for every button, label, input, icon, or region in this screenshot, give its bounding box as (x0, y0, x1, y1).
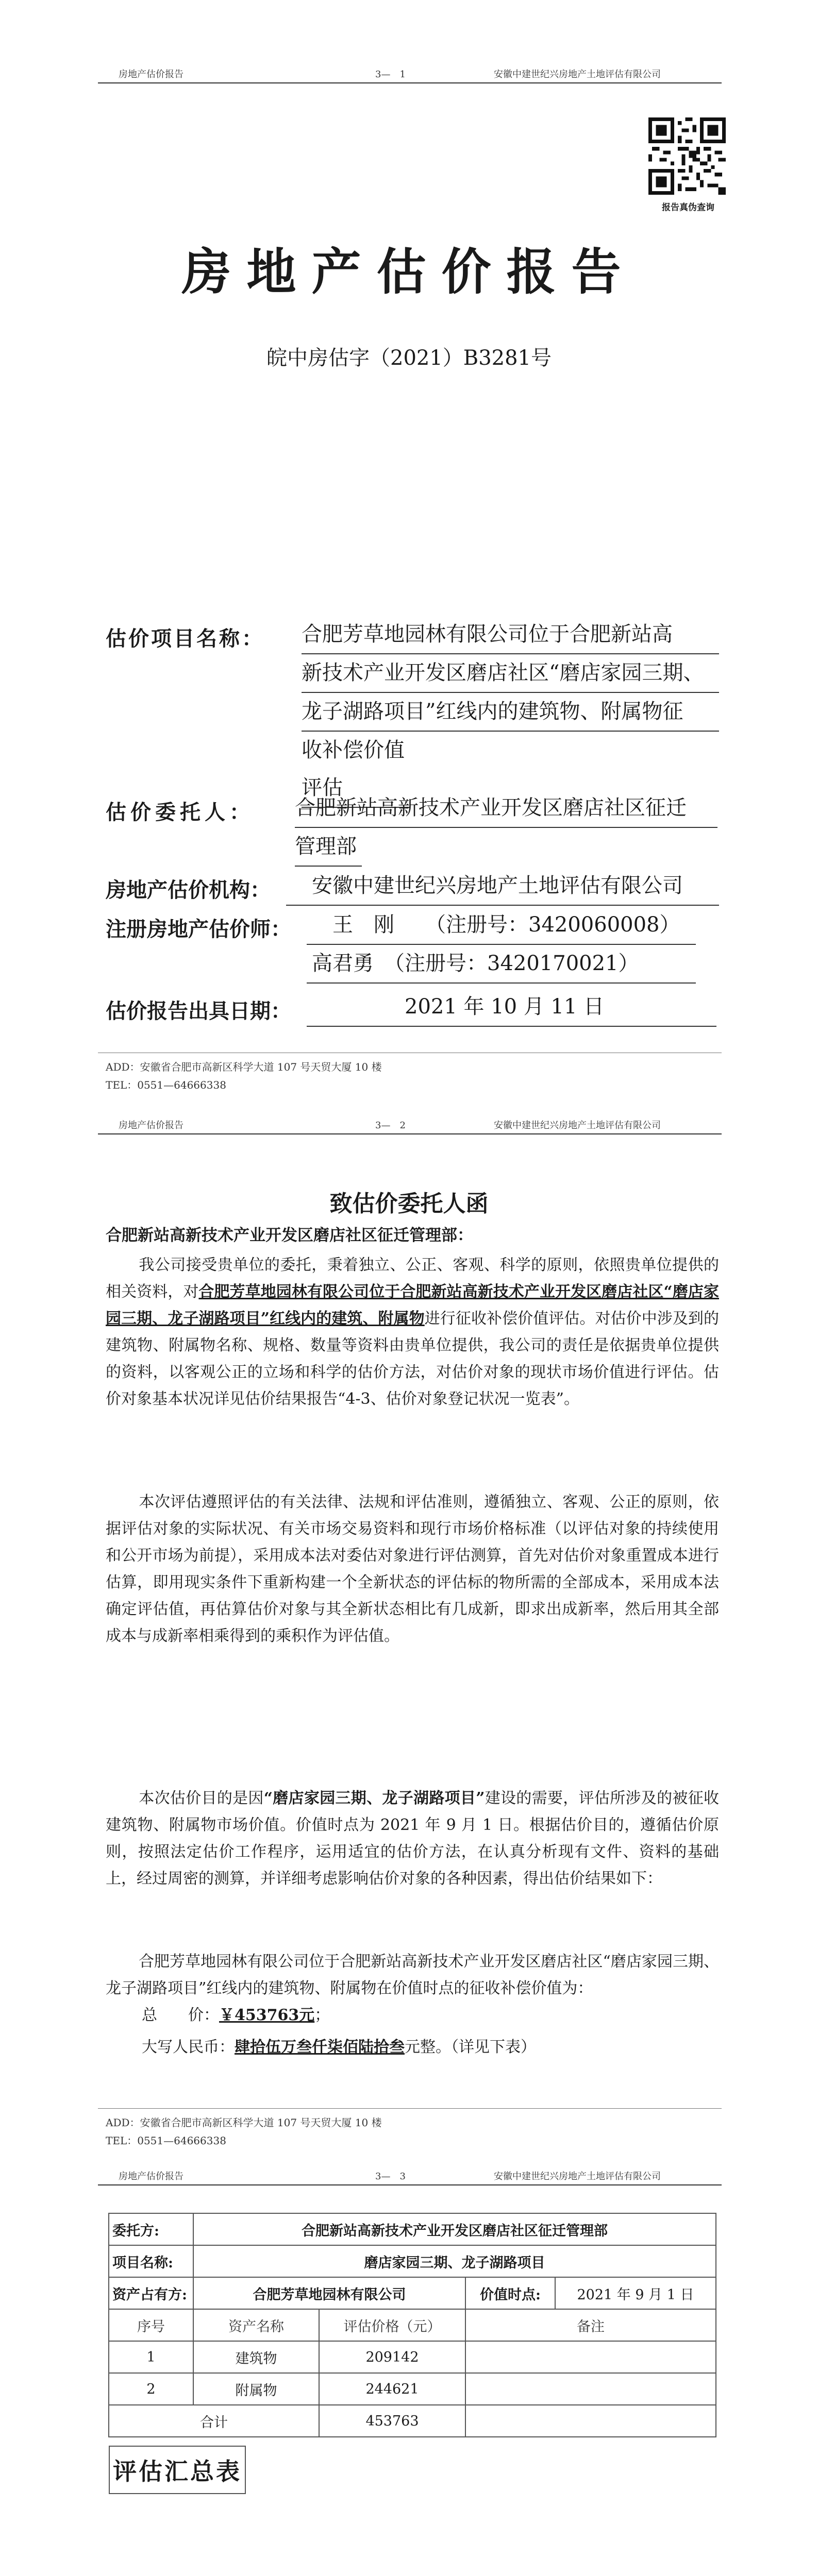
page-header-right: 安徽中建世纪兴房地产土地评估有限公司 (494, 2171, 661, 2182)
table-row (109, 2341, 716, 2373)
project-line-1: 合肥芳草地园林有限公司位于合肥新站高 (302, 616, 719, 654)
value-date: 2021 年 9 月 1 日 (555, 2277, 716, 2309)
p1-text-a: 我公司接受贵单位的委托，秉着独立、公正、客观、科学的原则，依照贵单位提供的相关资料，对 (106, 1256, 719, 1301)
row-no: 2 (109, 2373, 193, 2405)
footer-rule-2 (98, 2108, 722, 2109)
total-price-line (106, 2002, 719, 2029)
qr-code-icon[interactable] (648, 117, 726, 195)
total-label: 合计 (109, 2405, 319, 2437)
letter-paragraph-2 (106, 1489, 719, 1650)
caps-label: 大写人民币： (142, 2038, 235, 2056)
table-row (109, 2373, 716, 2405)
total-suffix: ； (314, 2006, 330, 2024)
p3-text-c: 建设的需要，评估所涉及的被征收建筑物、附属物市场价值。价值时点为 2021 年 9 月 1 日。根据估价目的，遵循估价原则，按照法定估价工作程序，运用适宜的估价方法，在认真分析现有文件、资料的基础上，经过周密的测算，并详细考虑影响估价对象的各种因素，得出估价结果如下： (106, 1789, 720, 1888)
total-value: ￥453763元 (219, 2006, 315, 2024)
agency-value (286, 867, 719, 906)
page-header-left: 房地产估价报告 (119, 69, 183, 80)
project-value (302, 616, 719, 808)
p4-text: 合肥芳草地园林有限公司位于合肥新站高新技术产业开发区磨店社区“磨店家园三期、龙子湖路项目”红线内的建筑物、附属物在价值时点的征收补偿价值为： (106, 1953, 719, 1997)
column-header: 序号 (109, 2309, 193, 2341)
project-line-2: 新技术产业开发区磨店社区“磨店家园三期、 (302, 654, 719, 693)
header-rule (98, 2184, 722, 2185)
row-no: 1 (109, 2341, 193, 2373)
project-value: 磨店家园三期、龙子湖路项目 (193, 2245, 716, 2277)
appraiser-values (307, 906, 714, 984)
column-header: 备注 (465, 2309, 716, 2341)
project-label: 项目名称: (109, 2245, 193, 2277)
owner-label: 资产占有方: (109, 2277, 193, 2309)
client-value (295, 789, 717, 867)
row-note (465, 2341, 716, 2373)
p3-text-bold: “磨店家园三期、龙子湖路项目” (263, 1789, 485, 1807)
appraiser-1: 王 刚 （注册号：3420060008） (307, 906, 696, 945)
letter-paragraph-4 (106, 1948, 719, 2002)
footer-address: ADD：安徽省合肥市高新区科学大道 107 号天贸大厦 10 楼 (106, 2116, 382, 2129)
qr-caption: 报告真伪查询 (662, 202, 714, 213)
appraiser-2: 高君勇 （注册号：3420170021） (307, 945, 696, 984)
summary-title: 评估汇总表 (109, 2446, 245, 2494)
letter-salutation: 合肥新站高新技术产业开发区磨店社区征迁管理部： (106, 1226, 473, 1245)
caps-line (106, 2034, 719, 2061)
letter-paragraph-1 (106, 1252, 719, 1413)
page-number: 3— 2 (375, 1120, 406, 1131)
p2-text: 本次评估遵照评估的有关法律、法规和评估准则，遵循独立、客观、公正的原则，依据评估对象的实际状况、有关市场交易资料和现行市场价格标准（以评估对象的持续使用和公开市场为前提），采用成本法对委估对象进行评估测算，首先对估价对象重置成本进行估算，即用现实条件下重新构建一个全新状态的评估标的物所需的全部成本，采用成本法确定评估值，再估算估价对象与其全新状态相比有几成新，即求出成新率，然后用其全部成本与成新率相乘得到的乘积作为评估值。 (106, 1493, 719, 1645)
client-line-1: 合肥新站高新技术产业开发区磨店社区征迁 (295, 789, 717, 828)
letter-paragraph-3 (106, 1785, 719, 1892)
value-date-label: 价值时点: (465, 2277, 555, 2309)
project-line-4: 收补偿价值评估 (302, 732, 410, 808)
agency-name: 安徽中建世纪兴房地产土地评估有限公司 (286, 867, 719, 906)
report-title: 房地产估价报告 (181, 243, 637, 301)
page-header-right: 安徽中建世纪兴房地产土地评估有限公司 (494, 69, 661, 80)
footer-address: ADD：安徽省合肥市高新区科学大道 107 号天贸大厦 10 楼 (106, 1061, 382, 1073)
footer-tel: TEL：0551—64666338 (106, 2134, 226, 2147)
total-value: 453763 (319, 2405, 465, 2437)
page-header-right: 安徽中建世纪兴房地产土地评估有限公司 (494, 1120, 661, 1131)
p1-text-bold: 合肥芳草地园林有限公司位于合肥新站高新技术产业开发区磨店社区“磨店家园三期、龙子湖路项目”红线内的建筑、附属物 (106, 1283, 719, 1328)
row-name: 建筑物 (193, 2341, 319, 2373)
page-number: 3— 3 (375, 2171, 406, 2182)
page-number: 3— 1 (375, 69, 406, 80)
column-header: 资产名称 (193, 2309, 319, 2341)
agency-label: 房地产估价机构： (106, 878, 271, 902)
client-value: 合肥新站高新技术产业开发区磨店社区征迁管理部 (193, 2213, 716, 2245)
document-number: 皖中房估字（2021）B3281号 (266, 346, 552, 370)
row-note (465, 2373, 716, 2405)
client-line-2: 管理部 (295, 828, 362, 867)
letter-title: 致估价委托人函 (329, 1191, 489, 1217)
date-label: 估价报告出具日期： (106, 999, 291, 1023)
footer-tel: TEL：0551—64666338 (106, 1079, 226, 1091)
date-value (307, 988, 716, 1027)
appraiser-label: 注册房地产估价师： (106, 917, 291, 941)
p1-text-c: 进行征收补偿价值评估。对估价中涉及到的建筑物、附属物名称、规格、数量等资料由贵单位提供，我公司的责任是依据贵单位提供的资料，以客观公正的立场和科学的估价方法，对估价对象的现状市场价值进行评估。估价对象基本状况详见估价结果报告“4-3、估价对象登记状况一览表”。 (106, 1310, 719, 1408)
summary-table (108, 2213, 716, 2485)
owner-value: 合肥芳草地园林有限公司 (193, 2277, 465, 2309)
p3-text-a: 本次估价目的是因 (139, 1789, 264, 1807)
report-date: 2021 年 10 月 11 日 (307, 988, 716, 1027)
client-label: 估价委托人： (106, 800, 254, 824)
header-rule (98, 82, 722, 83)
caps-value: 肆拾伍万叁仟柒佰陆拾叁 (235, 2038, 405, 2056)
project-line-3: 龙子湖路项目”红线内的建筑物、附属物征 (302, 693, 719, 732)
row-name: 附属物 (193, 2373, 319, 2405)
total-note (465, 2405, 716, 2437)
project-label: 估价项目名称： (106, 626, 264, 651)
row-price: 209142 (319, 2341, 465, 2373)
column-header: 评估价格（元） (319, 2309, 465, 2341)
page-header-left: 房地产估价报告 (119, 2171, 183, 2182)
header-rule (98, 1133, 722, 1134)
client-label: 委托方: (109, 2213, 193, 2245)
page-header-left: 房地产估价报告 (119, 1120, 183, 1131)
row-price: 244621 (319, 2373, 465, 2405)
caps-suffix: 元整。（详见下表） (405, 2038, 536, 2056)
total-row (109, 2405, 716, 2437)
total-label: 总 价： (142, 2006, 219, 2024)
